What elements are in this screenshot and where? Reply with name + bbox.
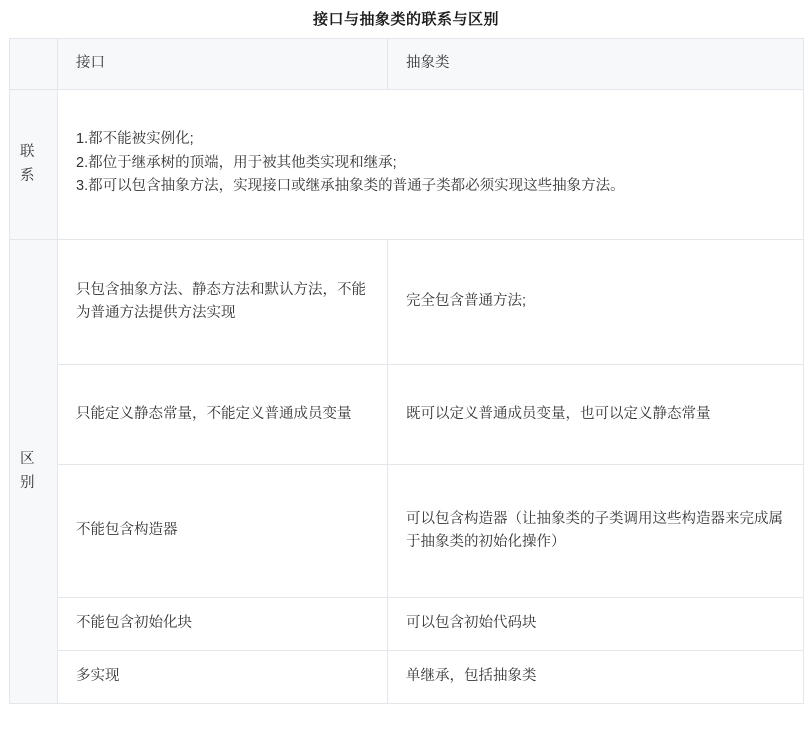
table-row xyxy=(10,240,804,365)
difference-interface-5: 多实现 xyxy=(58,651,388,704)
difference-interface-1: 只包含抽象方法、静态方法和默认方法，不能为普通方法提供方法实现 xyxy=(58,240,388,365)
table-row xyxy=(10,651,804,704)
difference-abstract-5: 单继承，包括抽象类 xyxy=(388,651,804,704)
column-header-abstract-class: 抽象类 xyxy=(388,39,804,90)
section-label-differences: 区别 xyxy=(10,240,58,704)
table-row xyxy=(10,90,804,240)
difference-abstract-3: 可以包含构造器（让抽象类的子类调用这些构造器来完成属于抽象类的初始化操作） xyxy=(388,465,804,598)
column-header-interface: 接口 xyxy=(58,39,388,90)
table-header xyxy=(10,39,804,90)
similarities-content xyxy=(58,90,804,240)
table-header-row xyxy=(10,39,804,90)
difference-abstract-1: 完全包含普通方法; xyxy=(388,240,804,365)
difference-interface-3: 不能包含构造器 xyxy=(58,465,388,598)
similarities-line-2: 2.都位于继承树的顶端，用于被其他类实现和继承; xyxy=(76,154,397,171)
table-row xyxy=(10,465,804,598)
table-row xyxy=(10,598,804,651)
similarities-line-1: 1.都不能被实例化; xyxy=(76,131,194,148)
table-corner-cell xyxy=(10,39,58,90)
difference-abstract-4: 可以包含初始代码块 xyxy=(388,598,804,651)
difference-abstract-2: 既可以定义普通成员变量，也可以定义静态常量 xyxy=(388,365,804,465)
difference-interface-4: 不能包含初始化块 xyxy=(58,598,388,651)
difference-interface-2: 只能定义静态常量，不能定义普通成员变量 xyxy=(58,365,388,465)
table-body xyxy=(10,90,804,704)
table-row xyxy=(10,365,804,465)
comparison-table xyxy=(9,38,804,704)
similarities-line-3: 3.都可以包含抽象方法，实现接口或继承抽象类的普通子类都必须实现这些抽象方法。 xyxy=(76,178,625,195)
page-title: 接口与抽象类的联系与区别 xyxy=(312,11,499,28)
section-label-similarities: 联系 xyxy=(10,90,58,240)
